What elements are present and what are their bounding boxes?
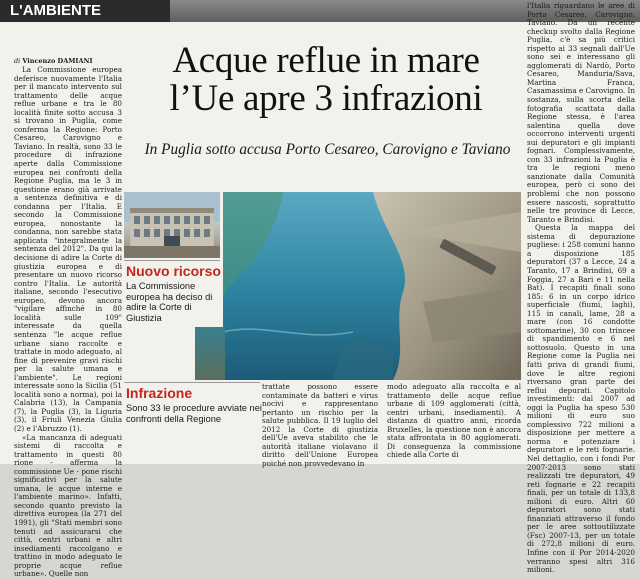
- column-paragraph: «La mancanza di adeguati sistemi di raccolta e trattamento in questi 80 rione - afferma la commissione Ue - pone rischi significativi per la salute umana, le acque interne e l'ambiente marino». Infatti, secondo quanto previsto la direttiva europea (la 271 del 1991), gli "Stati membri sono tenuti ad assicurarsi che città, centri urbani e altri insediamenti raccolgano e trattino in modo adeguato le proprie acque reflue urbane». Quelle non: [14, 432, 122, 579]
- caption-ricorso-text: La Commissione europea ha deciso di adire la Corte di Giustizia: [126, 281, 213, 323]
- caption-infrazione-text: Sono 33 le procedure avviate nei confronti della Regione: [126, 403, 262, 424]
- column-paragraph: La Commissione europea deferisce nuovamente l'Italia per il mancato intervento sul trattamento delle acque reflue urbane e tra le 80 località finite sotto accusa 3 si trovano in Puglia, come conferma la Regione: Porto Cesareo, Carovigno e Taviano. In realtà, sono 33 le procedure di infrazione aperte dalla Commissione europea nei confronti della Regione Puglia, ma le 3 in questione erano già arrivate a sentenza definitiva e di condanna per l'Italia. E secondo la Commissione europea, nonostante la condanna, non sarebbe stata applicata "integralmente la sentenza del 2012". Da qui la decisione di adire la Corte di giustizia europea e di presentare un nuovo ricorso contro l'Italia. Le autorità italiane, secondo l'esecutivo europeo, devono ancora "vigilare affinché in 80 località sulle 109" interessate da quella sentenza "le acque reflue urbane siano raccolte e trattate in modo adeguato, al fine di prevenire gravi rischi per la salute umana e l'ambiente". Le regioni interessate sono la Sicilia (51 località sono a norma), poi la Calabria (13), la Campania (7), la Puglia (3), la Liguria (3), il Friuli Venezia Giulia (2) e l'Abruzzo (1).: [14, 65, 122, 433]
- caption-ricorso: [126, 263, 226, 323]
- caption-infrazione-title: Infrazione: [126, 385, 193, 401]
- headline-line1: Acque reflue in mare: [172, 40, 480, 81]
- section-label: L'AMBIENTE: [0, 0, 170, 22]
- sea-photo: [223, 192, 521, 380]
- divider: [124, 260, 220, 261]
- column-paragraph: l'Italia riguardano le aree di Porto Cesareo, Carovigno, Taviano. Da un recente checkup svolto dalla Regione Puglia, c'è sa più critici rispetto ai 33 segnali dall'Ue sono sei e interessano gli agglomerati di Nardò, Porto Cesareo, Manduria/Sava, Martina Franca, Casamassima e Carovigno. In sostanza, sulla scorta della fotografia scattata dalla Regione stessa, è l'area salentina quella dove occorrono interventi urgenti sui depuratori e gli impianti fognari. Complessivamente, con 33 infrazioni la Puglia è tra le regioni meno sanzionate dalla Comunità europea, però ci sono dei problemi che non possono essere nascosti, soprattutto nelle tre province di Lecce, Taranto e Brindisi.: [527, 1, 635, 224]
- coastline-illustration: [223, 192, 521, 380]
- article-column-right: [527, 1, 635, 575]
- caption-infrazione: [126, 385, 262, 424]
- headline: [126, 42, 526, 118]
- column-paragraph: modo adeguato alla raccolta e al trattamento delle acque reflue urbane di 109 agglomerati (città, centri urbani, insediamenti). A distanza di quattro anni, ricorda Bruxelles, la questione non è ancora stata affrontata in 80 agglomerati. Di conseguenza la commissione chiede alla Corte di: [387, 382, 521, 460]
- column-paragraph: Questa la mappa del sistema di depurazione pugliese: i 258 comuni hanno a disposizione 185 depuratori (37 a Lecce, 24 a Taranto, 17 a Brindisi, 69 a Foggia, 27 a Bari e 11 nella Bat). I recapiti finali sono 185: 6 in un corpo idrico superficiale (fiumi, laghi), 115 in canali, lame, 28 a mare (con 16 condotte sottomarine), 30 con trincee di spandimento e 6 nel sottosuolo. Questo in una Regione come la Puglia nei fatti priva di grandi fiumi, dove le altre regioni riversano gran parte dei reflui depurati. Capitolo investimenti: dal 2007 ad oggi la Puglia ha speso 530 milioni di euro suo complessivo 722 milioni a disposizione per mettere a norma e potenziare i depuratori e le reti fognarie. Nel dettaglio, con i fondi Por 2007-2013 sono stati realizzati tre depuratori, 49 reti fognarie e 22 recapiti finali, per un totale di 133,8 milioni di euro. Altri 60 depuratori sono stati finanziati attraverso il fondo per le aree sottoutilizzate (Fsc) 2007-13, per un totale di 272,8 milioni di euro. Infine con il Por 2014-2020 verranno spesi altri 316 milioni.: [527, 223, 635, 575]
- subheadline: In Puglia sotto accusa Porto Cesareo, Carovigno e Taviano: [144, 141, 511, 158]
- byline-prefix: di: [14, 57, 21, 65]
- building-illustration: [124, 192, 220, 258]
- article-column-mid2: [387, 383, 521, 463]
- article-column-mid1: [262, 382, 378, 468]
- building-photo: [124, 192, 220, 258]
- headline-line2: l’Ue apre 3 infrazioni: [169, 78, 483, 119]
- column-paragraph: trattate possono essere contaminate da batteri e virus nocivi e rappresentano pertanto un rischio per la salute pubblica. Il 19 luglio del 2012 la Corte di giustizia dell'Ue aveva stabilito che le autorità italiane violavano il diritto dell'Unione Europea poiché non provvedevano in: [262, 382, 378, 468]
- article-column-left: [14, 65, 122, 579]
- divider: [124, 382, 260, 383]
- caption-ricorso-title: Nuovo ricorso: [126, 263, 221, 279]
- coast-thumbnail: [195, 327, 225, 380]
- byline-author: Vincenzo DAMIANI: [22, 57, 93, 65]
- byline: [14, 57, 124, 65]
